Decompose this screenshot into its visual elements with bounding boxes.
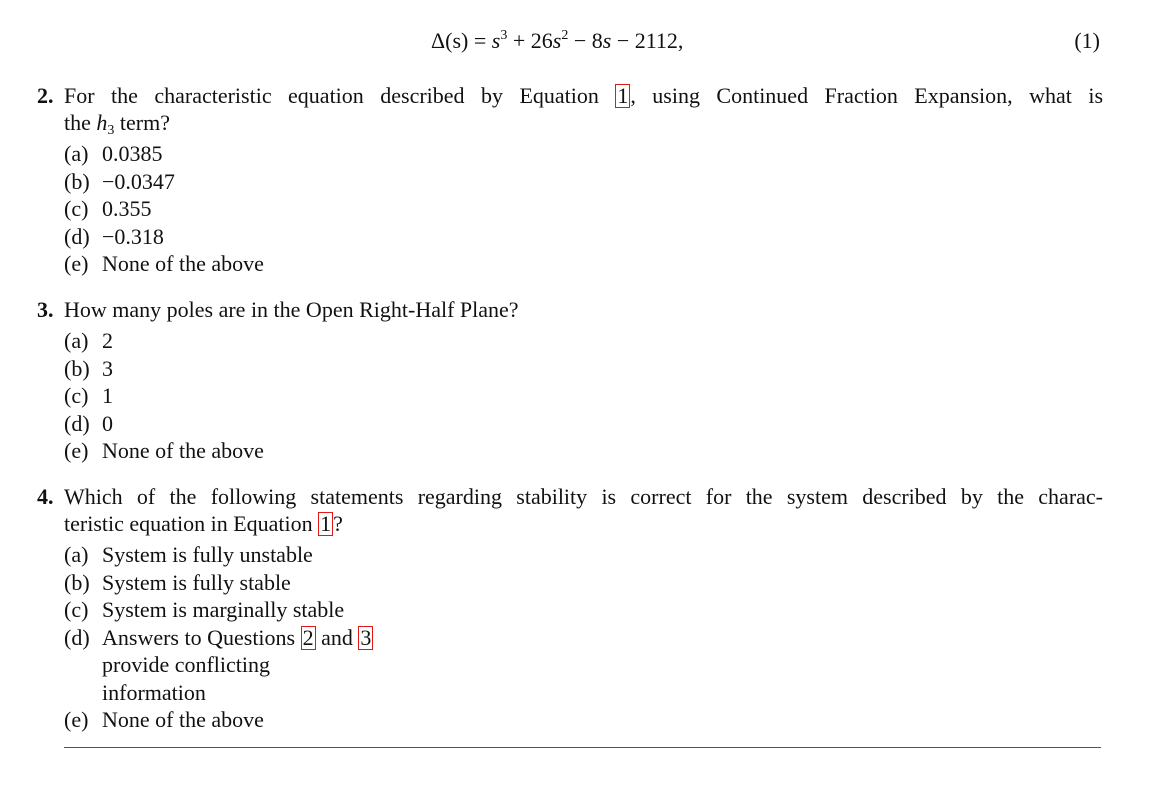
option-d	[37, 410, 1103, 438]
option-d-line-2: provide conflicting	[102, 652, 271, 677]
option-text: 0.0385	[102, 141, 163, 166]
question-4-options	[37, 541, 1103, 734]
option-d	[37, 223, 1103, 251]
option-label: (e)	[64, 251, 89, 276]
question-2-line2-before: the	[64, 110, 97, 135]
question-4	[37, 483, 1103, 734]
option-c	[37, 382, 1103, 410]
question-4-number: 4.	[37, 484, 54, 509]
question-3	[37, 296, 1103, 465]
option-text: 3	[102, 355, 113, 381]
option-c	[37, 596, 1103, 624]
option-label: (e)	[64, 438, 89, 463]
question-4-line2-after: ?	[333, 511, 343, 536]
question-2-text	[64, 82, 1103, 109]
option-text: System is fully stable	[102, 569, 291, 595]
option-a	[37, 541, 1103, 569]
option-label: (b)	[64, 168, 90, 194]
equation-term1-exp: 3	[500, 28, 508, 43]
option-text: 2	[102, 328, 113, 353]
option-text: 0	[102, 410, 113, 436]
equation-tail: − 2112,	[616, 28, 684, 53]
question-3-number: 3.	[37, 297, 54, 322]
question-4-text-line-2	[64, 510, 343, 537]
option-text: None of the above	[102, 707, 264, 732]
question-2	[37, 82, 1103, 278]
option-text: 1	[102, 383, 113, 408]
option-text: 0.355	[102, 196, 152, 221]
equation-plus: + 26	[512, 28, 553, 53]
equation-number: (1)	[1074, 28, 1100, 53]
characteristic-equation	[431, 28, 683, 54]
question-2-line2-after: term?	[114, 110, 170, 135]
h-subscript: 3	[107, 123, 115, 138]
option-text: System is fully unstable	[102, 542, 313, 567]
option-e	[37, 437, 1103, 465]
question-2-text-after: , using Continued Fraction Expansion, what is	[630, 83, 1104, 108]
question-2-line-2	[37, 109, 1103, 136]
question-2-number: 2.	[37, 83, 54, 108]
option-label: (e)	[64, 707, 89, 732]
question-2-line-1	[37, 82, 1103, 109]
option-e	[37, 706, 1103, 734]
option-d-line-3: information	[102, 679, 206, 705]
option-a	[37, 327, 1103, 355]
option-c	[37, 195, 1103, 223]
question-2-text-before: For the characteristic equation described by Equation	[64, 83, 599, 108]
option-b	[37, 355, 1103, 383]
option-label: (c)	[64, 383, 89, 408]
option-text: System is marginally stable	[102, 597, 345, 622]
question-3-text: How many poles are in the Open Right-Half Plane?	[64, 297, 519, 322]
option-label: (b)	[64, 569, 90, 595]
option-label: (c)	[64, 196, 89, 221]
equation-term3: s	[602, 28, 612, 53]
equation-minus: − 8	[573, 28, 603, 53]
option-e	[37, 250, 1103, 278]
question-4-text: Which of the following statements regarding stability is correct for the system described by the charac-	[64, 484, 1103, 509]
option-a	[37, 140, 1103, 168]
option-d-text-before: Answers to Questions	[102, 624, 301, 650]
question-2-text-line-2	[64, 109, 170, 136]
equation-row	[0, 28, 1170, 60]
option-label: (a)	[64, 141, 89, 166]
option-label: (a)	[64, 328, 89, 353]
option-b	[37, 569, 1103, 597]
question-3-reference-link[interactable]: 3	[360, 624, 372, 650]
equation-term2: s	[552, 28, 562, 53]
option-text: None of the above	[102, 251, 264, 276]
option-d	[37, 624, 1103, 707]
bottom-rule	[64, 747, 1101, 748]
question-4-line-2	[37, 510, 1103, 537]
question-2-options	[37, 140, 1103, 278]
equation-equals: =	[473, 28, 487, 53]
question-4-line2-before: teristic equation in Equation	[64, 511, 319, 536]
option-text: −0.0347	[102, 168, 175, 194]
option-label: (a)	[64, 542, 89, 567]
question-3-options	[37, 327, 1103, 465]
question-4-line-1	[37, 483, 1103, 510]
option-label: (d)	[64, 624, 90, 650]
equation-1-reference-link[interactable]: 1	[617, 83, 629, 108]
equation-term2-exp: 2	[561, 28, 569, 43]
option-text: −0.318	[102, 223, 164, 249]
option-text	[102, 624, 373, 652]
option-b	[37, 168, 1103, 196]
option-label: (d)	[64, 223, 90, 249]
option-d-text-mid: and	[315, 624, 359, 650]
h-variable: h	[96, 110, 108, 135]
equation-1-reference-link[interactable]: 1	[320, 511, 332, 536]
option-text: None of the above	[102, 438, 264, 463]
option-label: (c)	[64, 597, 89, 622]
option-label: (b)	[64, 355, 90, 381]
equation-lhs: Δ(s)	[431, 28, 469, 53]
equation-term1: s	[491, 28, 501, 53]
option-label: (d)	[64, 410, 90, 436]
question-2-reference-link[interactable]: 2	[302, 624, 314, 650]
question-3-line-1	[37, 296, 1103, 323]
